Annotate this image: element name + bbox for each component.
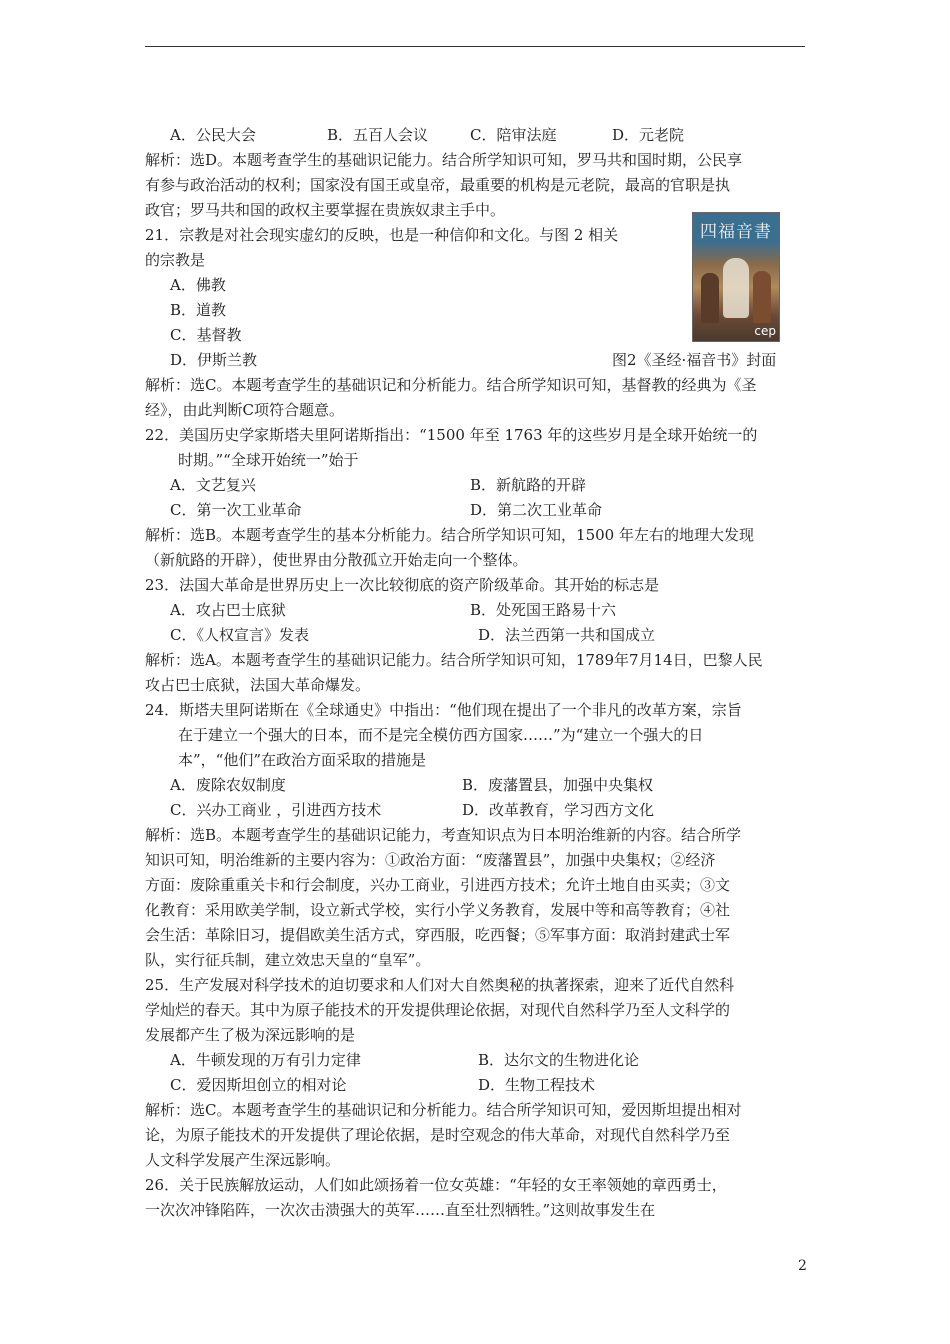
q23-analysis-line: 攻占巴士底狱，法国大革命爆发。 xyxy=(145,676,371,694)
q25-stem-line: 学灿烂的春天。其中为原子能技术的开发提供理论依据，对现代自然科学乃至人文科学的 xyxy=(145,1001,731,1019)
q20-option-d: D．元老院 xyxy=(612,126,685,144)
q24-option-c: C．兴办工商业 ，引进西方技术 xyxy=(170,801,382,819)
q25-analysis-line: 人文科学发展产生深远影响。 xyxy=(145,1151,341,1169)
q24-analysis-line: 知识可知，明治维新的主要内容为：①政治方面：“废藩置县”，加强中央集权；②经济 xyxy=(145,851,716,869)
q25-option-a: A．牛顿发现的万有引力定律 xyxy=(170,1051,361,1069)
q23-option-d: D．法兰西第一共和国成立 xyxy=(478,626,656,644)
q20-option-a: A．公民大会 xyxy=(170,126,256,144)
cover-figure-left xyxy=(701,273,719,323)
gospel-book-cover-image xyxy=(692,212,780,342)
q24-analysis-line: 解析：选B。本题考查学生的基础识记能力，考查知识点为日本明治维新的内容。结合所学 xyxy=(145,826,742,844)
q24-option-b: B．废藩置县，加强中央集权 xyxy=(462,776,654,794)
q22-option-b: B．新航路的开辟 xyxy=(470,476,587,494)
q25-option-d: D．生物工程技术 xyxy=(478,1076,596,1094)
q23-analysis-line: 解析：选A。本题考查学生的基础识记能力。结合所学知识可知，1789年7月14日，巴黎人民 xyxy=(145,651,763,669)
q26-stem-line: 26．关于民族解放运动，人们如此颂扬着一位女英雄：“年轻的女王率领她的章西勇士， xyxy=(145,1176,727,1194)
q20-option-c: C．陪审法庭 xyxy=(470,126,557,144)
q24-stem-line: 24．斯塔夫里阿诺斯在《全球通史》中指出：“他们现在提出了一个非凡的改革方案，宗旨 xyxy=(145,701,742,719)
q24-analysis-line: 会生活：革除旧习，提倡欧美生活方式，穿西服，吃西餐；⑤军事方面：取消封建武士军 xyxy=(145,926,731,944)
q23-option-b: B．处死国王路易十六 xyxy=(470,601,617,619)
q21-option-c: C．基督教 xyxy=(170,326,242,344)
q24-stem-line: 本”，“他们”在政治方面采取的措施是 xyxy=(178,751,427,769)
q20-analysis-line: 有参与政治活动的权利；国家没有国王或皇帝，最重要的机构是元老院，最高的官职是执 xyxy=(145,176,731,194)
q22-option-a: A．文艺复兴 xyxy=(170,476,256,494)
q25-option-c: C．爱因斯坦创立的相对论 xyxy=(170,1076,347,1094)
q24-analysis-line: 方面：废除重重关卡和行会制度，兴办工商业，引进西方技术；允许土地自由买卖；③文 xyxy=(145,876,731,894)
q24-stem-line: 在于建立一个强大的日本，而不是完全模仿西方国家……”为“建立一个强大的日 xyxy=(178,726,704,744)
q23-option-a: A．攻占巴士底狱 xyxy=(170,601,286,619)
q23-stem: 23．法国大革命是世界历史上一次比较彻底的资产阶级革命。其开始的标志是 xyxy=(145,576,660,594)
q20-analysis-line: 政官；罗马共和国的政权主要掌握在贵族奴隶主手中。 xyxy=(145,201,506,219)
q25-stem-line: 25．生产发展对科学技术的迫切要求和人们对大自然奥秘的执著探索，迎来了近代自然科 xyxy=(145,976,735,994)
page-number: 2 xyxy=(798,1258,807,1274)
q20-option-b: B．五百人会议 xyxy=(327,126,429,144)
q21-option-d: D．伊斯兰教 xyxy=(170,351,258,369)
q25-analysis-line: 论，为原子能技术的开发提供了理论依据，是时空观念的伟大革命，对现代自然科学乃至 xyxy=(145,1126,731,1144)
header-rule xyxy=(145,46,805,47)
q21-stem-line: 21．宗教是对社会现实虚幻的反映，也是一种信仰和文化。与图 2 相关 xyxy=(145,226,619,244)
q22-option-d: D．第二次工业革命 xyxy=(470,501,603,519)
q22-analysis-line: 解析：选B。本题考查学生的基本分析能力。结合所学知识可知，1500 年左右的地理大发现 xyxy=(145,526,754,544)
q21-stem-line: 的宗教是 xyxy=(145,251,206,269)
q20-analysis-line: 解析：选D。本题考查学生的基础识记能力。结合所学知识可知，罗马共和国时期，公民享 xyxy=(145,151,743,169)
q25-stem-line: 发展都产生了极为深远影响的是 xyxy=(145,1026,356,1044)
cover-title: 四福音書 xyxy=(700,222,772,242)
q22-analysis-line: （新航路的开辟），使世界由分散孤立开始走向一个整体。 xyxy=(145,551,528,569)
q22-stem-line: 时期。”“全球开始统一”始于 xyxy=(178,451,359,469)
publisher-logo: cep xyxy=(754,324,776,338)
q24-analysis-line: 化教育：采用欧美学制，设立新式学校，实行小学义务教育，发展中等和高等教育；④社 xyxy=(145,901,731,919)
q24-option-d: D．改革教育，学习西方文化 xyxy=(462,801,655,819)
q21-analysis-line: 解析：选C。本题考查学生的基础识记和分析能力。结合所学知识可知，基督教的经典为《圣 xyxy=(145,376,757,394)
q25-analysis-line: 解析：选C。本题考查学生的基础识记和分析能力。结合所学知识可知，爱因斯坦提出相对 xyxy=(145,1101,742,1119)
cover-figure-right xyxy=(753,271,771,323)
q22-option-c: C．第一次工业革命 xyxy=(170,501,302,519)
q24-option-a: A．废除农奴制度 xyxy=(170,776,286,794)
q23-option-c: C．《人权宣言》发表 xyxy=(170,626,309,644)
figure-caption: 图2《圣经·福音书》封面 xyxy=(612,351,777,369)
q21-option-a: A．佛教 xyxy=(170,276,226,294)
q24-analysis-line: 队，实行征兵制，建立效忠天皇的“皇军”。 xyxy=(145,951,431,969)
q22-stem-line: 22．美国历史学家斯塔夫里阿诺斯指出：“1500 年至 1763 年的这些岁月是全球开始统一的 xyxy=(145,426,758,444)
q21-analysis-line: 经》，由此判断C项符合题意。 xyxy=(145,401,344,419)
q25-option-b: B．达尔文的生物进化论 xyxy=(478,1051,640,1069)
q21-option-b: B．道教 xyxy=(170,301,227,319)
q26-stem-line: 一次次冲锋陷阵，一次次击溃强大的英军……直至壮烈牺牲。”这则故事发生在 xyxy=(145,1201,656,1219)
cover-figure-center xyxy=(723,258,749,318)
